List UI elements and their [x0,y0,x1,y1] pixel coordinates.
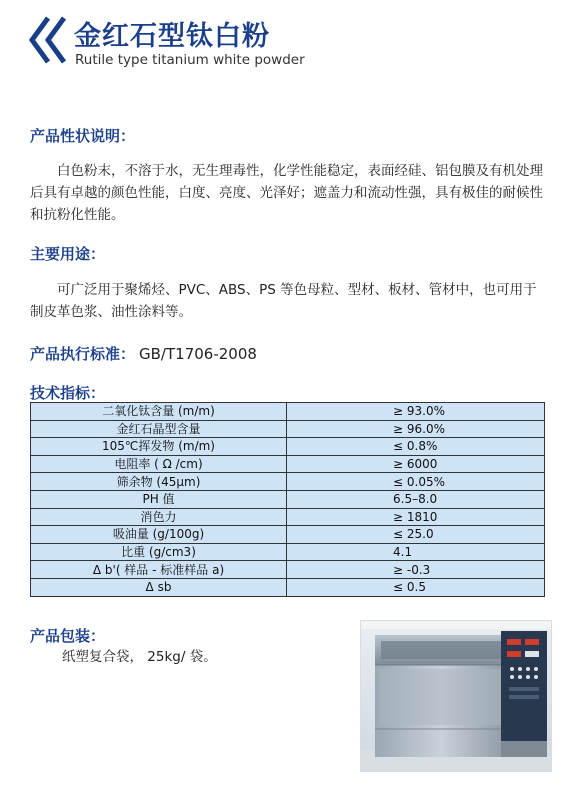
page-header [26,12,566,74]
spec-name: 比重 (g/cm3) [31,543,287,561]
table-row [31,438,545,456]
table-row [31,561,545,579]
table-row [31,455,545,473]
page-title: 金红石型钛白粉 [74,21,270,52]
table-row [31,490,545,508]
specs-table [30,402,545,597]
table-row [31,403,545,421]
table-row [31,578,545,596]
spec-value: ≤ 25.0 [287,526,545,544]
standard-label: 产品执行标准： [30,345,136,363]
spec-value: ≥ 6000 [287,455,545,473]
packaging-text: 纸塑复合袋， 25kg/ 袋。 [62,649,217,665]
table-row [31,543,545,561]
usage-heading: 主要用途： [30,245,106,263]
spec-name: 电阻率 ( Ω /cm) [31,455,287,473]
table-row [31,420,545,438]
test-chamber-photo [360,620,552,772]
double-chevron-left-icon [26,12,74,68]
spec-name: Δ sb [31,578,287,596]
test-chamber-illustration [361,621,551,771]
spec-value: 4.1 [287,543,545,561]
specs-heading: 技术指标： [30,384,106,402]
properties-text: 白色粉末，不溶于水，无生理毒性，化学性能稳定，表面经硅、铝包膜及有机处理后具有卓越的颜色性能，白度、亮度、光泽好；遮盖力和流动性强，具有极佳的耐候性和抗粉化性能。 [30,163,543,223]
standard-value: GB/T1706-2008 [139,345,257,363]
properties-heading: 产品性状说明： [30,127,136,145]
spec-name: Δ b'( 样品 - 标准样品 a) [31,561,287,579]
table-row [31,526,545,544]
spec-value: 6.5–8.0 [287,490,545,508]
spec-value: ≥ 93.0% [287,403,545,421]
spec-value: ≤ 0.5 [287,578,545,596]
usage-text: 可广泛用于聚烯烃、PVC、ABS、PS 等色母粒、型材、板材、管材中，也可用于制皮革色浆、油性涂料等。 [30,282,537,320]
page-subtitle: Rutile type titanium white powder [75,52,305,68]
spec-value: ≤ 0.05% [287,473,545,491]
spec-name: PH 值 [31,490,287,508]
table-row [31,508,545,526]
spec-value: ≤ 0.8% [287,438,545,456]
spec-name: 筛余物 (45μm) [31,473,287,491]
spec-name: 105℃挥发物 (m/m) [31,438,287,456]
spec-value: ≥ 1810 [287,508,545,526]
table-row [31,473,545,491]
standard-heading [30,343,257,364]
spec-name: 消色力 [31,508,287,526]
spec-name: 吸油量 (g/100g) [31,526,287,544]
spec-name: 二氧化钛含量 (m/m) [31,403,287,421]
spec-name: 金红石晶型含量 [31,420,287,438]
spec-value: ≥ -0.3 [287,561,545,579]
packaging-heading: 产品包装： [30,627,106,645]
spec-value: ≥ 96.0% [287,420,545,438]
